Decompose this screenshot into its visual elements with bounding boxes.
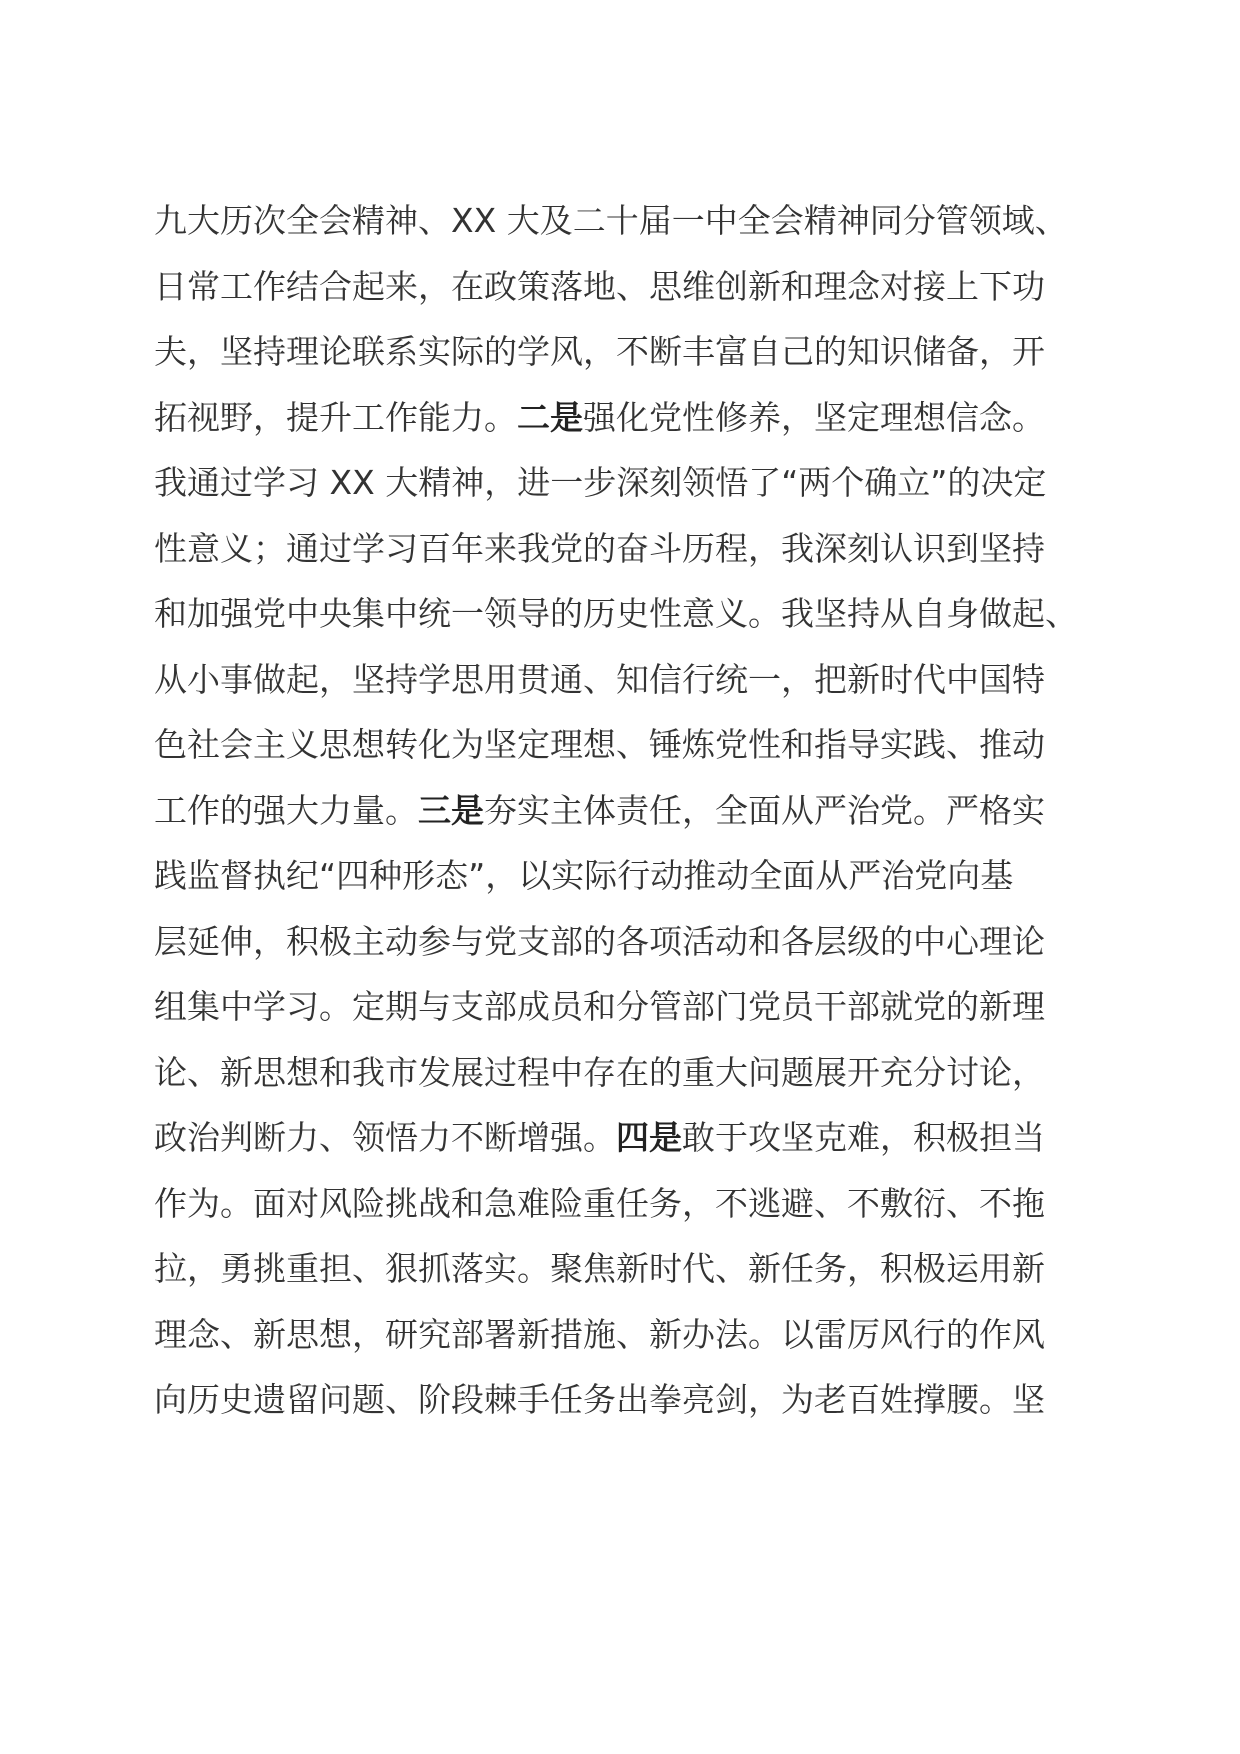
text-segment: 践监督执纪“四种形态”，以实际行动推动全面从严治党向基: [154, 856, 1014, 895]
text-line: [154, 1040, 1094, 1106]
text-line: [154, 385, 1094, 451]
bold-keyword: 三是: [418, 790, 484, 830]
bold-keyword: 二是: [517, 397, 583, 437]
text-segment: 工作的强大力量。: [154, 790, 418, 830]
text-line: [154, 581, 1094, 647]
text-segment: 从小事做起，坚持学思用贯通、知信行统一，把新时代中国特: [154, 659, 1045, 699]
text-line: [154, 1367, 1094, 1433]
text-segment: 组集中学习。定期与支部成员和分管部门党员干部就党的新理: [154, 987, 1045, 1026]
text-segment: 拓视野，提升工作能力。: [154, 397, 517, 437]
text-line: [154, 974, 1094, 1040]
text-line: [154, 647, 1094, 713]
text-line: [154, 1105, 1094, 1171]
text-line: [154, 778, 1094, 844]
text-line: [154, 1236, 1094, 1302]
text-segment: 作为。面对风险挑战和急难险重任务，不逃避、不敷衍、不拖: [154, 1183, 1045, 1223]
text-segment: 敢于攻坚克难，积极担当: [682, 1118, 1045, 1157]
text-segment: 拉，勇挑重担、狠抓落实。聚焦新时代、新任务，积极运用新: [154, 1249, 1045, 1288]
text-line: [154, 712, 1094, 778]
bold-keyword: 四是: [616, 1118, 682, 1157]
text-line: [154, 1302, 1094, 1368]
text-segment: 强化党性修养，坚定理想信念。: [583, 397, 1045, 437]
text-line: [154, 1171, 1094, 1237]
text-line: [154, 188, 1094, 254]
text-line: [154, 516, 1094, 582]
text-segment: 性意义；通过学习百年来我党的奋斗历程，我深刻认识到坚持: [154, 528, 1045, 568]
text-segment: 政治判断力、领悟力不断增强。: [154, 1118, 616, 1157]
text-segment: 九大历次全会精神、XX 大及二十届一中全会精神同分管领域、: [154, 201, 1068, 240]
text-segment: 夫，坚持理论联系实际的学风，不断丰富自己的知识储备，开: [154, 332, 1045, 371]
text-segment: 我通过学习 XX 大精神，进一步深刻领悟了“两个确立”的决定: [154, 463, 1047, 502]
text-segment: 向历史遗留问题、阶段棘手任务出拳亮剑，为老百姓撑腰。坚: [154, 1380, 1045, 1419]
text-segment: 日常工作结合起来，在政策落地、思维创新和理念对接上下功: [154, 266, 1045, 306]
text-segment: 夯实主体责任，全面从严治党。严格实: [484, 790, 1045, 830]
body-text: [154, 188, 1094, 1433]
text-segment: 理念、新思想，研究部署新措施、新办法。以雷厉风行的作风: [154, 1314, 1045, 1354]
text-line: [154, 909, 1094, 975]
text-line: [154, 450, 1094, 516]
text-line: [154, 843, 1094, 909]
text-line: [154, 254, 1094, 320]
text-segment: 论、新思想和我市发展过程中存在的重大问题展开充分讨论，: [154, 1052, 1045, 1092]
text-segment: 层延伸，积极主动参与党支部的各项活动和各层级的中心理论: [154, 921, 1045, 961]
text-line: [154, 319, 1094, 385]
text-segment: 和加强党中央集中统一领导的历史性意义。我坚持从自身做起、: [154, 594, 1078, 633]
text-segment: 色社会主义思想转化为坚定理想、锤炼党性和指导实践、推动: [154, 725, 1045, 764]
